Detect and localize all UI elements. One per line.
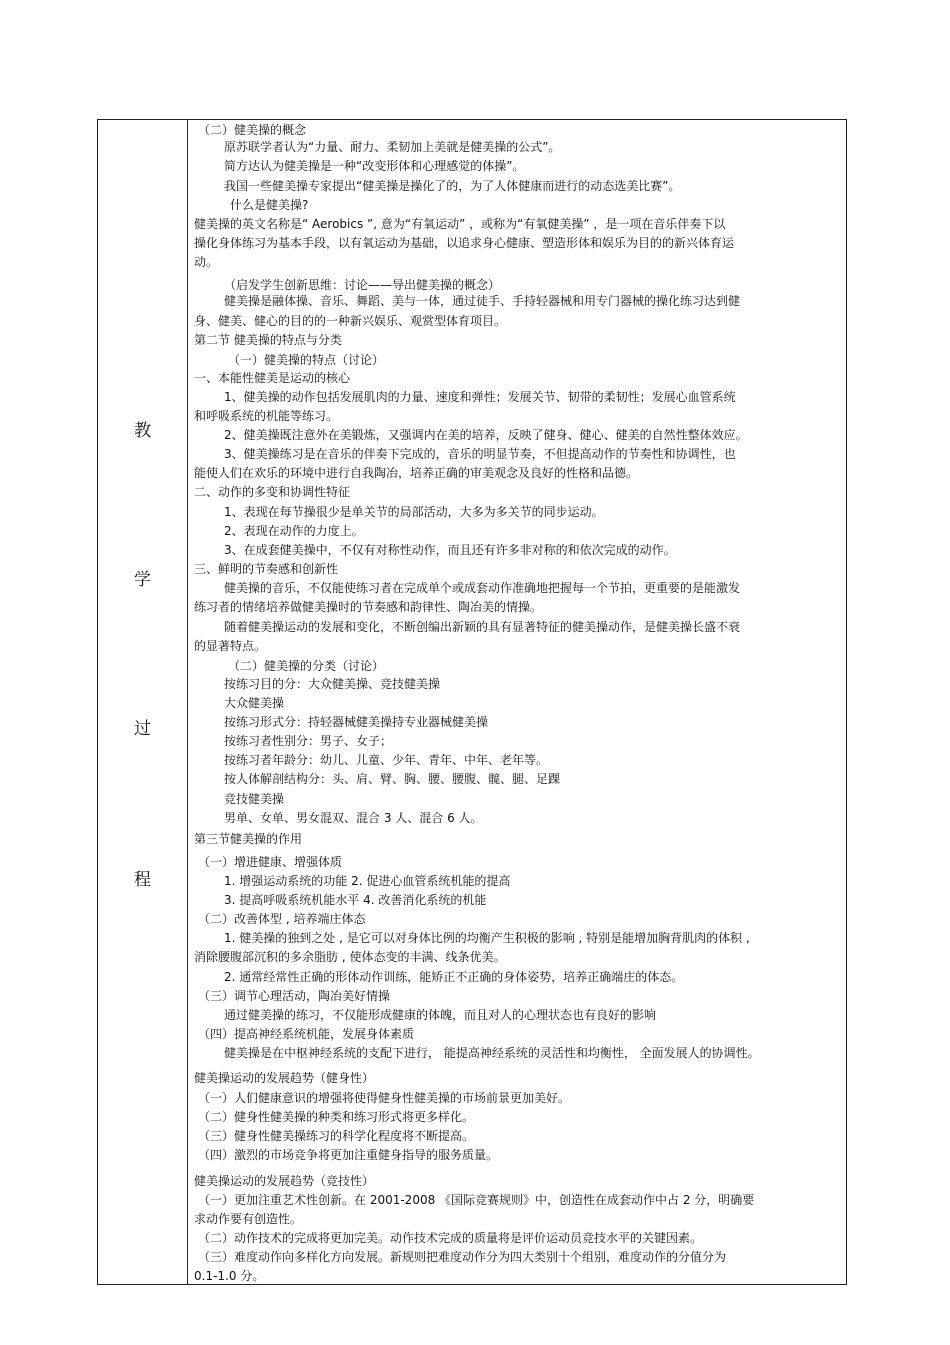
section-label-column — [98, 120, 188, 1284]
text-line: 3、在成套健美操中，不仅有对称性动作，而且还有许多非对称的和依次完成的动作。 — [224, 543, 676, 557]
text-line: （四）激烈的市场竞争将更加注重健身指导的服务质量。 — [198, 1148, 499, 1162]
text-line: 大众健美操 — [224, 696, 285, 710]
text-line: 健美操运动的发展趋势（竞技性） — [194, 1174, 375, 1188]
text-line: 健美操的英文名称是“ Aerobics ”, 意为“有氧运动” ，或称为“有氧健美操” ，是一项在音乐伴奏下以 — [194, 217, 726, 231]
text-line: （一）健美操的特点（讨论） — [228, 353, 385, 367]
text-line: （一）人们健康意识的增强将使得健身性健美操的市场前景更加美好。 — [198, 1091, 571, 1105]
text-line: 按练习目的分：大众健美操、竞技健美操 — [224, 677, 441, 691]
text-line: 消除腰腹部沉积的多余脂肪 , 使体态变的丰满、线条优美。 — [194, 950, 506, 964]
text-line: 健美操是融体操、音乐、舞蹈、美与一体，通过徒手、手持轻器械和用专门器械的操化练习达到健 — [224, 294, 741, 308]
text-line: 第三节健美操的作用 — [194, 832, 303, 846]
section-label-char: 教 — [134, 421, 151, 441]
text-line: 身、健美、健心的目的的一种新兴娱乐、观赏型体育项目。 — [194, 314, 507, 328]
text-line: 0.1-1.0 分。 — [194, 1269, 265, 1283]
text-line: 三、鲜明的节奏感和创新性 — [194, 562, 339, 576]
text-line: 和呼吸系统的机能等练习。 — [194, 409, 339, 423]
text-line: （四）提高神经系统机能，发展身体素质 — [198, 1027, 415, 1041]
text-line: （二）健身性健美操的种类和练习形式将更多样化。 — [198, 1110, 475, 1124]
text-line: 2. 通常经常性正确的形体动作训练，能矫正不正确的身体姿势，培养正确端庄的体态。 — [224, 970, 684, 984]
text-line: 1、表现在每节操很少是单关节的局部活动，大多为多关节的同步运动。 — [224, 505, 604, 519]
text-line: 按人体解剖结构分：头、肩、臂、胸、腰、腰腹、髋、腿、足踝 — [224, 772, 561, 786]
text-line: 一、本能性健美是运动的核心 — [194, 371, 351, 385]
text-line: 健美操的音乐，不仅能使练习者在完成单个或成套动作准确地把握每一个节拍，更重要的是能激发 — [224, 581, 741, 595]
text-line: 竞技健美操 — [224, 792, 285, 806]
text-line: 什么是健美操? — [230, 198, 309, 212]
section-label-char: 程 — [134, 870, 151, 890]
lesson-table — [97, 119, 847, 1285]
text-line: 通过健美操的练习，不仅能形成健康的体魄，而且对人的心理状态也有良好的影响 — [224, 1008, 657, 1022]
text-line: （三）难度动作向多样化方向发展。新规则把难度动作分为四大类别十个组别，难度动作的分值分为 — [198, 1250, 727, 1264]
text-line: 随着健美操运动的发展和变化，不断创编出新颖的具有显著特征的健美操动作，是健美操长盛不衰 — [224, 620, 741, 634]
text-line: 健美操运动的发展趋势（健身性） — [194, 1071, 375, 1085]
text-line: 求动作要有创造性。 — [194, 1212, 303, 1226]
text-line: 1、健美操的动作包括发展肌肉的力量、速度和弹性；发展关节、韧带的柔韧性；发展心血管系统 — [224, 390, 736, 404]
text-line: 第二节 健美操的特点与分类 — [194, 333, 342, 347]
text-line: 健美操是在中枢神经系统的支配下进行， 能提高神经系统的灵活性和均衡性， 全面发展人的协调性。 — [224, 1046, 760, 1060]
text-line: 简方达认为健美操是一种“改变形体和心理感觉的体操”。 — [224, 159, 525, 173]
text-line: 按练习者年龄分：幼儿、儿童、少年、青年、中年、老年等。 — [224, 753, 549, 767]
text-line: 1. 增强运动系统的功能 2. 促进心血管系统机能的提高 — [224, 874, 511, 888]
text-line: 动。 — [194, 255, 219, 269]
section-label-char: 过 — [134, 719, 151, 739]
text-line: 按练习者性别分：男子、女子； — [224, 734, 393, 748]
text-line: 我国一些健美操专家提出“健美操是操化了的，为了人体健康而进行的动态选美比赛”。 — [224, 179, 681, 193]
text-line: 练习者的情绪培养做健美操时的节奏感和韵律性、陶冶美的情操。 — [194, 600, 543, 614]
text-line: 2、健美操既注意外在美锻炼，又强调内在美的培养，反映了健身、健心、健美的自然性整体效应。 — [224, 428, 748, 442]
text-line: 能使人们在欢乐的环境中进行自我陶冶，培养正确的审美观念及良好的性格和品德。 — [194, 466, 639, 480]
text-line: （二）健美操的分类（讨论） — [228, 659, 385, 673]
text-line: （三）调节心理活动，陶冶美好情操 — [198, 989, 391, 1003]
section-label-char: 学 — [134, 570, 151, 590]
text-line: 3. 提高呼吸系统机能水平 4. 改善消化系统的机能 — [224, 893, 487, 907]
text-line: （二）动作技术的完成将更加完美。动作技术完成的质量将是评价运动员竞技水平的关键因素。 — [198, 1231, 703, 1245]
text-line: 的显著特点。 — [194, 639, 267, 653]
text-line: 操化身体练习为基本手段，以有氧运动为基础，以追求身心健康、塑造形体和娱乐为目的的新兴体育运 — [194, 236, 735, 250]
text-line: （一）增进健康、增强体质 — [198, 855, 343, 869]
text-line: 原苏联学者认为“力量、耐力、柔韧加上美就是健美操的公式”。 — [224, 140, 561, 154]
text-line: （启发学生创新思维：讨论——导出健美操的概念） — [224, 278, 501, 292]
text-line: （三）健身性健美操练习的科学化程度将不断提高。 — [198, 1129, 475, 1143]
text-line: 男单、女单、男女混双、混合 3 人、混合 6 人。 — [224, 811, 483, 825]
text-line: 二、动作的多变和协调性特征 — [194, 485, 351, 499]
text-line: （一）更加注重艺术性创新。在 2001-2008 《国际竞赛规则》中，创造性在成套动作中占 2 分，明确要 — [198, 1193, 755, 1207]
text-line: 1. 健美操的独到之处 , 是它可以对身体比例的均衡产生积极的影响 , 特别是能增加胸背肌肉的体积 , — [224, 931, 750, 945]
text-line: 3、健美操练习是在音乐的伴奏下完成的，音乐的明显节奏，不但提高动作的节奏性和协调性，也 — [224, 447, 736, 461]
text-line: 按练习形式分：持轻器械健美操持专业器械健美操 — [224, 715, 489, 729]
text-line: （二）改善体型 , 培养端庄体态 — [198, 912, 366, 926]
text-line: 2、表现在动作的力度上。 — [224, 524, 364, 538]
text-line: （二）健美操的概念 — [198, 123, 307, 137]
